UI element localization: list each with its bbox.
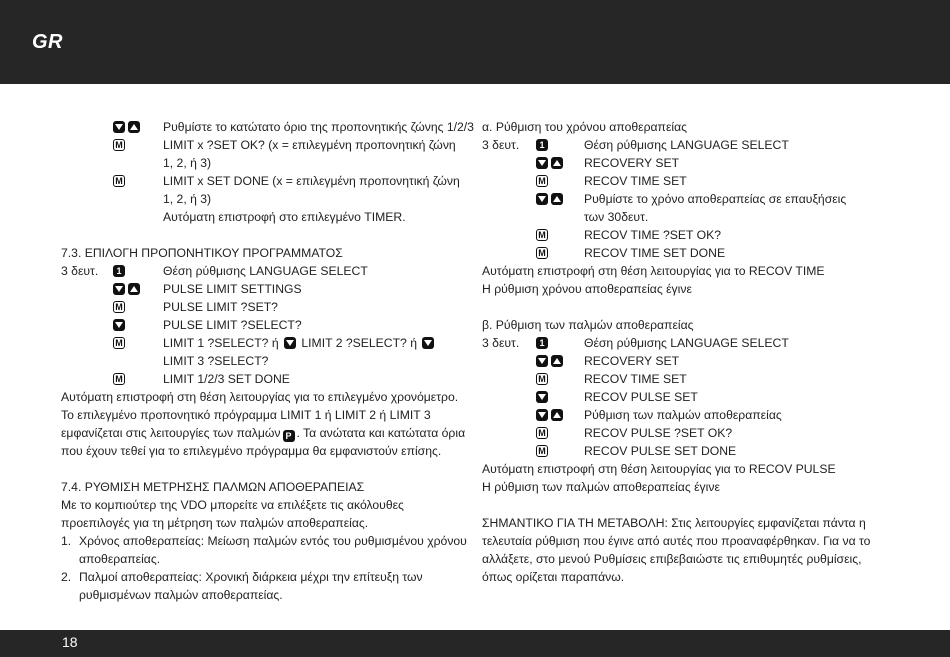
down-key-icon xyxy=(536,157,548,169)
one-key-icon: 1 xyxy=(113,265,125,277)
paragraph: Αυτόματη επιστροφή στη θέση λειτουργίας για το RECOV PULSE xyxy=(482,462,836,476)
m-key-icon: M xyxy=(536,427,548,439)
paragraph: προεπιλογές για τη μέτρηση των παλμών αποθεραπείας. xyxy=(61,516,369,530)
step-row: M PULSE LIMIT ?SET? xyxy=(61,298,461,316)
m-key-icon: M xyxy=(113,139,125,151)
left-column: Ρυθμίστε το κατώτατο όριο της προπονητικής ζώνης 1/2/3 M LIMIT x ?SET OK? (x = επιλεγμένη προπονητική ζώνη 1, 2, ή 3) M LIMIT x SET DONE (x = επιλεγμένη προπονητική ζώνη 1, 2, ή 3) Αυτόματη επιστροφή στο επιλεγμένο TIMER. 7.3. ΕΠΙΛΟΓΗ ΠΡΟΠΟΝΗΤΙΚΟΥ ΠΡΟΓΡΑΜΜΑΤΟΣ 3 δευτ. 1 Θέση ρύθμισης LANGUAGE SELECT PULSE LIMIT SETTINGS M PULSE LIMIT ?SET? PULSE LIMIT ?SELECT? M LIMIT 1 ?SELECT? ή LIMIT 2 ?SELECT? ή LIMIT 3 ?SELECT? M LIMIT 1/2/3 SET DONE Αυτόματη επιστροφή στη θέση λειτουργίας για το επιλεγμένο χρονόμετρο. Το επιλεγμένο προπονητικό πρόγραμμα LIMIT 1 ή LIMIT 2 ή LIMIT 3 εμφανίζεται στις λειτουργίες των παλμών P . Τα ανώτατα και κατώτατα όρια που έχουν τεθεί για το επιλεγμένο πρόγραμμα θα εμφανιστούν επίσης. 7.4. ΡΥΘΜΙΣΗ ΜΕΤΡΗΣΗΣ ΠΑΛΜΩΝ ΑΠΟΘΕΡΑΠΕΙΑΣ Με το κομπιούτερ της VDO μπορείτε να επιλέξετε τις ακόλουθες προεπιλογές για τη μέτρηση των παλμών αποθεραπείας. 1. Χρόνος αποθεραπείας: Μείωση παλμών εντός του ρυθμισμένου χρόνου αποθεραπείας. 2. Παλμοί αποθεραπείας: Χρονική διάρκεια μέχρι την επίτευξη των ρυθμισμένων παλμών αποθεραπείας. xyxy=(61,120,474,602)
up-key-icon xyxy=(128,283,140,295)
paragraph: που έχουν τεθεί για το επιλεγμένο πρόγραμμα θα εμφανιστούν επίσης. xyxy=(61,444,442,458)
step-row: M RECOV TIME SET xyxy=(482,172,882,190)
m-key-icon: M xyxy=(113,373,125,385)
step-row: RECOVERY SET xyxy=(482,154,882,172)
up-key-icon xyxy=(551,355,563,367)
step-row: M RECOV TIME ?SET OK? xyxy=(482,226,882,244)
step-row: PULSE LIMIT SETTINGS xyxy=(61,280,461,298)
right-column: α. Ρύθμιση του χρόνου αποθεραπείας 3 δευτ. 1 Θέση ρύθμισης LANGUAGE SELECT RECOVERY SET M RECOV TIME SET Ρυθμίστε το χρόνο αποθεραπείας σε επαυξήσεις των 30δευτ. M RECOV TIME ?SET OK? M RECOV TIME SET DONE Αυτόματη επιστροφή στη θέση λειτουργίας για το RECOV TIME Η ρύθμιση χρόνου αποθεραπείας έγινε β. Ρύθμιση των παλμών αποθεραπείας 3 δευτ. 1 Θέση ρύθμισης LANGUAGE SELECT RECOVERY SET M RECOV TIME SET RECOV PULSE SET Ρύθμιση των παλμών αποθεραπείας M RECOV PULSE ?SET OK? M RECOV PULSE SET DONE Αυτόματη επιστροφή στη θέση λειτουργίας για το RECOV PULSE Η ρύθμιση των παλμών αποθεραπείας έγινε ΣΗΜΑΝΤΙΚΟ ΓΙΑ ΤΗ ΜΕΤΑΒΟΛΗ: Στις λειτουργίες εμφανίζεται πάντα η τελευταία ρύθμιση που έγινε από αυτές που προαναφέρθηκαν. Για να το αλλάξετε, στο μενού Ρυθμίσεις επιβεβαιώστε τις επιθυμητές ρυθμίσεις, όπως ορίζεται παραπάνω. xyxy=(482,118,882,586)
p-key-icon: P xyxy=(283,430,295,442)
down-key-icon xyxy=(536,409,548,421)
down-key-icon xyxy=(536,391,548,403)
paragraph: Η ρύθμιση χρόνου αποθεραπείας έγινε xyxy=(482,282,692,296)
section-heading: 7.3. ΕΠΙΛΟΓΗ ΠΡΟΠΟΝΗΤΙΚΟΥ ΠΡΟΓΡΑΜΜΑΤΟΣ xyxy=(61,246,343,260)
page-footer xyxy=(0,630,950,657)
up-key-icon xyxy=(551,409,563,421)
m-key-icon: M xyxy=(113,175,125,187)
down-key-icon xyxy=(113,283,125,295)
note-paragraph: όπως ορίζεται παραπάνω. xyxy=(482,570,625,584)
paragraph: Η ρύθμιση των παλμών αποθεραπείας έγινε xyxy=(482,480,720,494)
paragraph: Το επιλεγμένο προπονητικό πρόγραμμα LIMIT 1 ή LIMIT 2 ή LIMIT 3 xyxy=(61,408,431,422)
paragraph: Αυτόματη επιστροφή στη θέση λειτουργίας για το επιλεγμένο χρονόμετρο. xyxy=(61,390,459,404)
list-item: 2. Παλμοί αποθεραπείας: Χρονική διάρκεια μέχρι την επίτευξη των ρυθμισμένων παλμών αποθεραπείας. xyxy=(61,570,423,602)
note-paragraph: τελευταία ρύθμιση που έγινε από αυτές που προαναφέρθηκαν. Για να το xyxy=(482,534,871,548)
list-item: 1. Χρόνος αποθεραπείας: Μείωση παλμών εντός του ρυθμισμένου χρόνου αποθεραπείας. xyxy=(61,534,467,566)
language-code: GR xyxy=(32,31,63,53)
paragraph: εμφανίζεται στις λειτουργίες των παλμών P . Τα ανώτατα και κατώτατα όρια xyxy=(61,426,466,441)
note-paragraph: αλλάξετε, στο μενού Ρυθμίσεις επιβεβαιώστε τις επιθυμητές ρυθμίσεις, xyxy=(482,552,862,566)
step-row: 3 δευτ. 1 Θέση ρύθμισης LANGUAGE SELECT xyxy=(482,138,789,152)
up-key-icon xyxy=(551,193,563,205)
down-key-icon xyxy=(284,337,296,349)
step-row: RECOVERY SET xyxy=(482,352,882,370)
down-key-icon xyxy=(536,193,548,205)
step-row xyxy=(61,118,474,136)
m-key-icon: M xyxy=(536,229,548,241)
page-header xyxy=(0,0,950,84)
step-row: 3 δευτ. 1 Θέση ρύθμισης LANGUAGE SELECT xyxy=(61,264,368,278)
step-row: M LIMIT 1 ?SELECT? ή LIMIT 2 ?SELECT? ή xyxy=(61,334,461,352)
step-row: M LIMIT x ?SET OK? (x = επιλεγμένη προπονητική ζώνη xyxy=(61,136,461,154)
m-key-icon: M xyxy=(536,373,548,385)
one-key-icon: 1 xyxy=(536,337,548,349)
up-key-icon xyxy=(551,157,563,169)
step-row: RECOV PULSE SET xyxy=(482,388,882,406)
subsection-heading: β. Ρύθμιση των παλμών αποθεραπείας xyxy=(482,318,694,332)
one-key-icon: 1 xyxy=(536,139,548,151)
paragraph: Αυτόματη επιστροφή στη θέση λειτουργίας για το RECOV TIME xyxy=(482,264,825,278)
m-key-icon: M xyxy=(536,247,548,259)
paragraph: Με το κομπιούτερ της VDO μπορείτε να επιλέξετε τις ακόλουθες xyxy=(61,498,404,512)
note-paragraph: ΣΗΜΑΝΤΙΚΟ ΓΙΑ ΤΗ ΜΕΤΑΒΟΛΗ: Στις λειτουργίες εμφανίζεται πάντα η xyxy=(482,516,866,530)
step-row: PULSE LIMIT ?SELECT? xyxy=(61,316,461,334)
page-number: 18 xyxy=(62,634,78,650)
down-key-icon xyxy=(113,121,125,133)
step-row: M RECOV TIME SET xyxy=(482,370,882,388)
up-key-icon xyxy=(128,121,140,133)
section-heading: 7.4. ΡΥΘΜΙΣΗ ΜΕΤΡΗΣΗΣ ΠΑΛΜΩΝ ΑΠΟΘΕΡΑΠΕΙΑΣ xyxy=(61,480,365,494)
m-key-icon: M xyxy=(536,445,548,457)
m-key-icon: M xyxy=(536,175,548,187)
step-row: Ρυθμίστε το χρόνο αποθεραπείας σε επαυξήσεις xyxy=(482,190,882,208)
subsection-heading: α. Ρύθμιση του χρόνου αποθεραπείας xyxy=(482,120,688,134)
step-row: M RECOV PULSE SET DONE xyxy=(482,442,882,460)
step-text: Ρυθμίστε το κατώτατο όριο της προπονητικής ζώνης 1/2/3 xyxy=(163,120,474,134)
step-row: Ρύθμιση των παλμών αποθεραπείας xyxy=(482,406,882,424)
down-key-icon xyxy=(113,319,125,331)
down-key-icon xyxy=(422,337,434,349)
step-row: M RECOV PULSE ?SET OK? xyxy=(482,424,882,442)
step-row: M LIMIT 1/2/3 SET DONE xyxy=(61,370,461,388)
down-key-icon xyxy=(536,355,548,367)
step-row: 3 δευτ. 1 Θέση ρύθμισης LANGUAGE SELECT xyxy=(482,336,789,350)
m-key-icon: M xyxy=(113,301,125,313)
step-row: M RECOV TIME SET DONE xyxy=(482,244,882,262)
m-key-icon: M xyxy=(113,337,125,349)
step-row: M LIMIT x SET DONE (x = επιλεγμένη προπονητική ζώνη xyxy=(61,172,461,190)
